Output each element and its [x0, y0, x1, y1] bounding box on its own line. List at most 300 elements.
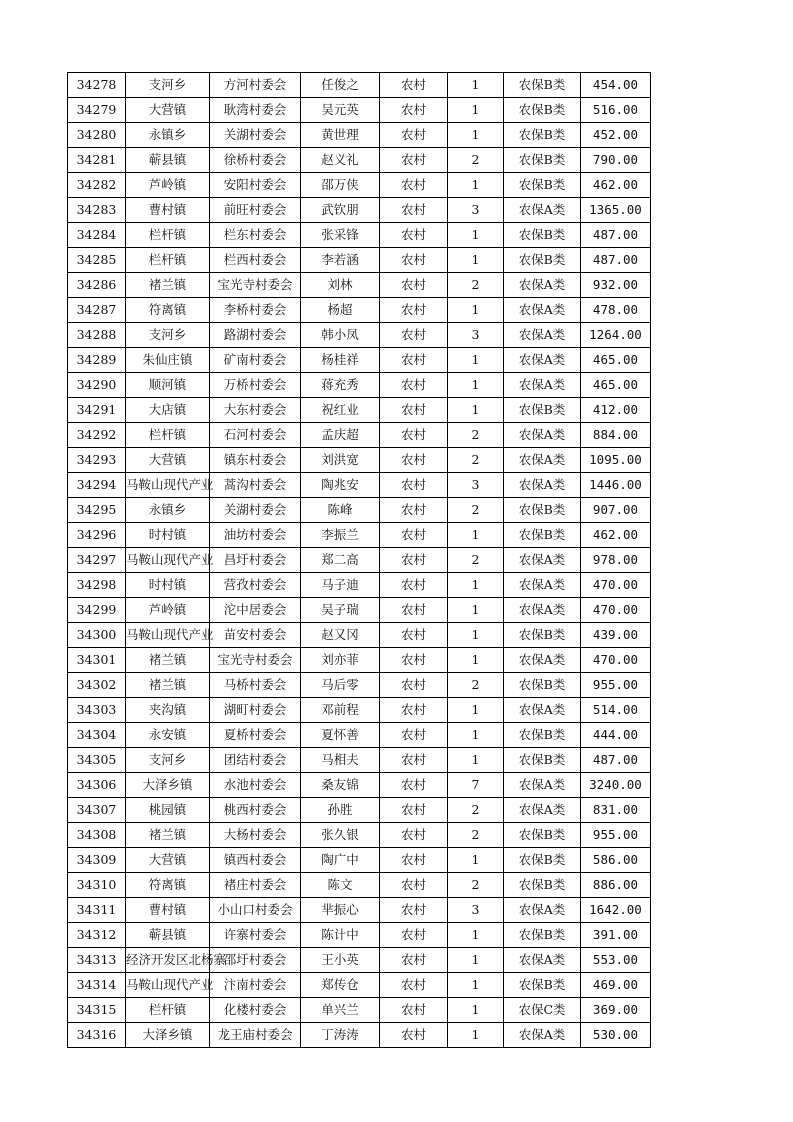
village-cell: 宝光寺村委会 [210, 273, 301, 298]
table-row [68, 423, 651, 448]
village-cell: 苗安村委会 [210, 623, 301, 648]
name-cell: 祝红业 [301, 398, 380, 423]
area-type-cell: 农村 [380, 698, 448, 723]
table-row [68, 1023, 651, 1048]
area-type-cell: 农村 [380, 473, 448, 498]
id-cell: 34300 [68, 623, 126, 648]
village-cell: 栏西村委会 [210, 248, 301, 273]
id-cell: 34303 [68, 698, 126, 723]
count-cell: 3 [448, 473, 504, 498]
count-cell: 1 [448, 398, 504, 423]
town-cell: 时村镇 [126, 523, 210, 548]
name-cell: 夏怀善 [301, 723, 380, 748]
town-cell: 曹村镇 [126, 898, 210, 923]
name-cell: 任俊之 [301, 73, 380, 98]
area-type-cell: 农村 [380, 798, 448, 823]
village-cell: 沱中居委会 [210, 598, 301, 623]
table-row [68, 348, 651, 373]
village-cell: 矿南村委会 [210, 348, 301, 373]
town-cell: 大泽乡镇 [126, 773, 210, 798]
name-cell: 孟庆超 [301, 423, 380, 448]
village-cell: 关湖村委会 [210, 123, 301, 148]
category-cell: 农保A类 [504, 598, 581, 623]
amount-cell: 514.00 [581, 698, 651, 723]
table-row [68, 548, 651, 573]
category-cell: 农保B类 [504, 873, 581, 898]
area-type-cell: 农村 [380, 223, 448, 248]
table-row [68, 748, 651, 773]
name-cell: 陈峰 [301, 498, 380, 523]
count-cell: 1 [448, 373, 504, 398]
count-cell: 1 [448, 1023, 504, 1048]
category-cell: 农保B类 [504, 98, 581, 123]
amount-cell: 831.00 [581, 798, 651, 823]
category-cell: 农保A类 [504, 373, 581, 398]
village-cell: 耿湾村委会 [210, 98, 301, 123]
area-type-cell: 农村 [380, 123, 448, 148]
count-cell: 2 [448, 273, 504, 298]
category-cell: 农保A类 [504, 948, 581, 973]
id-cell: 34278 [68, 73, 126, 98]
village-cell: 昌圩村委会 [210, 548, 301, 573]
count-cell: 1 [448, 248, 504, 273]
area-type-cell: 农村 [380, 448, 448, 473]
id-cell: 34296 [68, 523, 126, 548]
town-cell: 芦岭镇 [126, 173, 210, 198]
village-cell: 方河村委会 [210, 73, 301, 98]
name-cell: 吴元英 [301, 98, 380, 123]
area-type-cell: 农村 [380, 598, 448, 623]
amount-cell: 516.00 [581, 98, 651, 123]
name-cell: 赵义礼 [301, 148, 380, 173]
area-type-cell: 农村 [380, 498, 448, 523]
village-cell: 团结村委会 [210, 748, 301, 773]
id-cell: 34316 [68, 1023, 126, 1048]
village-cell: 营孜村委会 [210, 573, 301, 598]
area-type-cell: 农村 [380, 298, 448, 323]
name-cell: 赵又冈 [301, 623, 380, 648]
amount-cell: 465.00 [581, 373, 651, 398]
count-cell: 2 [448, 448, 504, 473]
town-cell: 符离镇 [126, 298, 210, 323]
table-row [68, 123, 651, 148]
category-cell: 农保B类 [504, 123, 581, 148]
village-cell: 大杨村委会 [210, 823, 301, 848]
amount-cell: 454.00 [581, 73, 651, 98]
amount-cell: 884.00 [581, 423, 651, 448]
town-cell: 永安镇 [126, 723, 210, 748]
town-cell: 大泽乡镇 [126, 1023, 210, 1048]
name-cell: 张久银 [301, 823, 380, 848]
table-row [68, 173, 651, 198]
town-cell: 顺河镇 [126, 373, 210, 398]
area-type-cell: 农村 [380, 823, 448, 848]
count-cell: 2 [448, 148, 504, 173]
amount-cell: 790.00 [581, 148, 651, 173]
village-cell: 关湖村委会 [210, 498, 301, 523]
category-cell: 农保B类 [504, 248, 581, 273]
table-row [68, 498, 651, 523]
category-cell: 农保B类 [504, 398, 581, 423]
amount-cell: 3240.00 [581, 773, 651, 798]
village-cell: 许寨村委会 [210, 923, 301, 948]
village-cell: 镇西村委会 [210, 848, 301, 873]
amount-cell: 955.00 [581, 673, 651, 698]
table-row [68, 373, 651, 398]
village-cell: 马桥村委会 [210, 673, 301, 698]
id-cell: 34308 [68, 823, 126, 848]
table-row [68, 998, 651, 1023]
count-cell: 3 [448, 323, 504, 348]
town-cell: 芦岭镇 [126, 598, 210, 623]
count-cell: 1 [448, 223, 504, 248]
name-cell: 蒋充秀 [301, 373, 380, 398]
table-row [68, 623, 651, 648]
name-cell: 陈文 [301, 873, 380, 898]
id-cell: 34290 [68, 373, 126, 398]
id-cell: 34297 [68, 548, 126, 573]
name-cell: 马相夫 [301, 748, 380, 773]
area-type-cell: 农村 [380, 973, 448, 998]
area-type-cell: 农村 [380, 373, 448, 398]
amount-cell: 530.00 [581, 1023, 651, 1048]
count-cell: 1 [448, 948, 504, 973]
count-cell: 1 [448, 998, 504, 1023]
amount-cell: 487.00 [581, 223, 651, 248]
town-cell: 大营镇 [126, 448, 210, 473]
category-cell: 农保B类 [504, 173, 581, 198]
area-type-cell: 农村 [380, 723, 448, 748]
name-cell: 刘亦菲 [301, 648, 380, 673]
amount-cell: 470.00 [581, 648, 651, 673]
village-cell: 万桥村委会 [210, 373, 301, 398]
amount-cell: 1642.00 [581, 898, 651, 923]
table-row [68, 323, 651, 348]
id-cell: 34311 [68, 898, 126, 923]
id-cell: 34314 [68, 973, 126, 998]
name-cell: 郑传仓 [301, 973, 380, 998]
count-cell: 1 [448, 723, 504, 748]
amount-cell: 1095.00 [581, 448, 651, 473]
id-cell: 34281 [68, 148, 126, 173]
name-cell: 吴子瑞 [301, 598, 380, 623]
id-cell: 34312 [68, 923, 126, 948]
village-cell: 油坊村委会 [210, 523, 301, 548]
count-cell: 2 [448, 423, 504, 448]
town-cell: 褚兰镇 [126, 823, 210, 848]
town-cell: 栏杆镇 [126, 223, 210, 248]
count-cell: 1 [448, 648, 504, 673]
area-type-cell: 农村 [380, 423, 448, 448]
name-cell: 马后零 [301, 673, 380, 698]
amount-cell: 444.00 [581, 723, 651, 748]
town-cell: 大营镇 [126, 848, 210, 873]
town-cell: 支河乡 [126, 73, 210, 98]
count-cell: 2 [448, 548, 504, 573]
amount-cell: 369.00 [581, 998, 651, 1023]
category-cell: 农保A类 [504, 348, 581, 373]
area-type-cell: 农村 [380, 573, 448, 598]
table-row [68, 98, 651, 123]
town-cell: 褚兰镇 [126, 273, 210, 298]
town-cell: 支河乡 [126, 323, 210, 348]
count-cell: 2 [448, 873, 504, 898]
village-cell: 蒿沟村委会 [210, 473, 301, 498]
table-row [68, 448, 651, 473]
table-row [68, 823, 651, 848]
table-row [68, 523, 651, 548]
count-cell: 1 [448, 623, 504, 648]
table-row [68, 198, 651, 223]
area-type-cell: 农村 [380, 98, 448, 123]
area-type-cell: 农村 [380, 873, 448, 898]
id-cell: 34282 [68, 173, 126, 198]
category-cell: 农保A类 [504, 423, 581, 448]
town-cell: 曹村镇 [126, 198, 210, 223]
id-cell: 34315 [68, 998, 126, 1023]
name-cell: 刘林 [301, 273, 380, 298]
count-cell: 1 [448, 573, 504, 598]
category-cell: 农保B类 [504, 748, 581, 773]
count-cell: 3 [448, 198, 504, 223]
category-cell: 农保B类 [504, 823, 581, 848]
area-type-cell: 农村 [380, 948, 448, 973]
town-cell: 支河乡 [126, 748, 210, 773]
category-cell: 农保A类 [504, 898, 581, 923]
area-type-cell: 农村 [380, 748, 448, 773]
area-type-cell: 农村 [380, 548, 448, 573]
table-row [68, 273, 651, 298]
count-cell: 2 [448, 498, 504, 523]
category-cell: 农保B类 [504, 148, 581, 173]
table-row [68, 148, 651, 173]
amount-cell: 462.00 [581, 173, 651, 198]
count-cell: 1 [448, 748, 504, 773]
town-cell: 桃园镇 [126, 798, 210, 823]
records-table [67, 72, 651, 1048]
area-type-cell: 农村 [380, 673, 448, 698]
amount-cell: 439.00 [581, 623, 651, 648]
table-row [68, 398, 651, 423]
id-cell: 34298 [68, 573, 126, 598]
id-cell: 34284 [68, 223, 126, 248]
town-cell: 时村镇 [126, 573, 210, 598]
amount-cell: 469.00 [581, 973, 651, 998]
area-type-cell: 农村 [380, 848, 448, 873]
table-row [68, 873, 651, 898]
id-cell: 34307 [68, 798, 126, 823]
village-cell: 小山口村委会 [210, 898, 301, 923]
id-cell: 34285 [68, 248, 126, 273]
count-cell: 1 [448, 923, 504, 948]
village-cell: 石河村委会 [210, 423, 301, 448]
town-cell: 马鞍山现代产业 [126, 623, 210, 648]
table-row [68, 798, 651, 823]
town-cell: 褚兰镇 [126, 673, 210, 698]
village-cell: 化楼村委会 [210, 998, 301, 1023]
name-cell: 杨桂祥 [301, 348, 380, 373]
village-cell: 邵圩村委会 [210, 948, 301, 973]
id-cell: 34286 [68, 273, 126, 298]
records-table-body [68, 73, 651, 1048]
count-cell: 1 [448, 848, 504, 873]
category-cell: 农保B类 [504, 223, 581, 248]
town-cell: 栏杆镇 [126, 248, 210, 273]
table-row [68, 948, 651, 973]
count-cell: 1 [448, 698, 504, 723]
count-cell: 1 [448, 348, 504, 373]
table-row [68, 698, 651, 723]
category-cell: 农保A类 [504, 698, 581, 723]
id-cell: 34294 [68, 473, 126, 498]
area-type-cell: 农村 [380, 923, 448, 948]
id-cell: 34293 [68, 448, 126, 473]
name-cell: 孙胜 [301, 798, 380, 823]
category-cell: 农保A类 [504, 473, 581, 498]
area-type-cell: 农村 [380, 648, 448, 673]
name-cell: 陶兆安 [301, 473, 380, 498]
id-cell: 34313 [68, 948, 126, 973]
amount-cell: 586.00 [581, 848, 651, 873]
town-cell: 褚兰镇 [126, 648, 210, 673]
category-cell: 农保B类 [504, 973, 581, 998]
category-cell: 农保A类 [504, 798, 581, 823]
amount-cell: 1365.00 [581, 198, 651, 223]
name-cell: 张采锋 [301, 223, 380, 248]
town-cell: 夹沟镇 [126, 698, 210, 723]
area-type-cell: 农村 [380, 73, 448, 98]
area-type-cell: 农村 [380, 148, 448, 173]
village-cell: 水池村委会 [210, 773, 301, 798]
area-type-cell: 农村 [380, 898, 448, 923]
id-cell: 34292 [68, 423, 126, 448]
town-cell: 朱仙庄镇 [126, 348, 210, 373]
town-cell: 经济开发区北杨寨 [126, 948, 210, 973]
village-cell: 龙王庙村委会 [210, 1023, 301, 1048]
count-cell: 1 [448, 298, 504, 323]
area-type-cell: 农村 [380, 348, 448, 373]
id-cell: 34301 [68, 648, 126, 673]
village-cell: 李桥村委会 [210, 298, 301, 323]
town-cell: 栏杆镇 [126, 423, 210, 448]
table-row [68, 248, 651, 273]
town-cell: 大营镇 [126, 98, 210, 123]
name-cell: 陈计中 [301, 923, 380, 948]
amount-cell: 955.00 [581, 823, 651, 848]
amount-cell: 391.00 [581, 923, 651, 948]
id-cell: 34289 [68, 348, 126, 373]
category-cell: 农保B类 [504, 523, 581, 548]
village-cell: 宝光寺村委会 [210, 648, 301, 673]
category-cell: 农保A类 [504, 1023, 581, 1048]
name-cell: 黄世理 [301, 123, 380, 148]
name-cell: 马子迪 [301, 573, 380, 598]
table-row [68, 898, 651, 923]
village-cell: 安阳村委会 [210, 173, 301, 198]
id-cell: 34304 [68, 723, 126, 748]
count-cell: 3 [448, 898, 504, 923]
name-cell: 陶广中 [301, 848, 380, 873]
category-cell: 农保A类 [504, 648, 581, 673]
amount-cell: 886.00 [581, 873, 651, 898]
area-type-cell: 农村 [380, 398, 448, 423]
amount-cell: 1446.00 [581, 473, 651, 498]
count-cell: 1 [448, 973, 504, 998]
town-cell: 马鞍山现代产业 [126, 973, 210, 998]
category-cell: 农保B类 [504, 848, 581, 873]
id-cell: 34299 [68, 598, 126, 623]
amount-cell: 470.00 [581, 598, 651, 623]
area-type-cell: 农村 [380, 323, 448, 348]
amount-cell: 465.00 [581, 348, 651, 373]
category-cell: 农保B类 [504, 498, 581, 523]
id-cell: 34283 [68, 198, 126, 223]
name-cell: 邵万侠 [301, 173, 380, 198]
count-cell: 1 [448, 173, 504, 198]
count-cell: 1 [448, 523, 504, 548]
town-cell: 马鞍山现代产业 [126, 548, 210, 573]
table-row [68, 73, 651, 98]
count-cell: 1 [448, 98, 504, 123]
village-cell: 褚庄村委会 [210, 873, 301, 898]
amount-cell: 470.00 [581, 573, 651, 598]
area-type-cell: 农村 [380, 248, 448, 273]
name-cell: 杨超 [301, 298, 380, 323]
area-type-cell: 农村 [380, 998, 448, 1023]
table-row [68, 573, 651, 598]
category-cell: 农保A类 [504, 448, 581, 473]
table-row [68, 723, 651, 748]
area-type-cell: 农村 [380, 523, 448, 548]
id-cell: 34309 [68, 848, 126, 873]
village-cell: 大东村委会 [210, 398, 301, 423]
category-cell: 农保B类 [504, 623, 581, 648]
town-cell: 符离镇 [126, 873, 210, 898]
category-cell: 农保A类 [504, 298, 581, 323]
count-cell: 2 [448, 798, 504, 823]
id-cell: 34287 [68, 298, 126, 323]
id-cell: 34288 [68, 323, 126, 348]
village-cell: 栏东村委会 [210, 223, 301, 248]
id-cell: 34295 [68, 498, 126, 523]
table-row [68, 848, 651, 873]
area-type-cell: 农村 [380, 1023, 448, 1048]
category-cell: 农保A类 [504, 548, 581, 573]
count-cell: 1 [448, 73, 504, 98]
category-cell: 农保B类 [504, 723, 581, 748]
count-cell: 1 [448, 123, 504, 148]
name-cell: 刘洪宽 [301, 448, 380, 473]
name-cell: 李振兰 [301, 523, 380, 548]
village-cell: 镇东村委会 [210, 448, 301, 473]
village-cell: 桃西村委会 [210, 798, 301, 823]
town-cell: 永镇乡 [126, 498, 210, 523]
category-cell: 农保A类 [504, 323, 581, 348]
town-cell: 大店镇 [126, 398, 210, 423]
id-cell: 34302 [68, 673, 126, 698]
count-cell: 2 [448, 673, 504, 698]
amount-cell: 487.00 [581, 248, 651, 273]
category-cell: 农保A类 [504, 273, 581, 298]
amount-cell: 907.00 [581, 498, 651, 523]
table-row [68, 923, 651, 948]
town-cell: 栏杆镇 [126, 998, 210, 1023]
table-row [68, 773, 651, 798]
amount-cell: 932.00 [581, 273, 651, 298]
village-cell: 路湖村委会 [210, 323, 301, 348]
category-cell: 农保A类 [504, 198, 581, 223]
table-row [68, 648, 651, 673]
